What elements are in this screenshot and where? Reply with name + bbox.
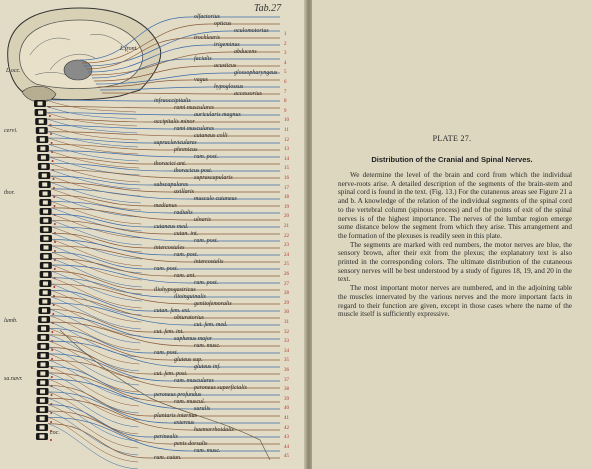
vertebral-canal — [40, 363, 45, 367]
nerve-label: perinealis — [154, 434, 178, 440]
plate-heading: Distribution of the Cranial and Spinal Nerves. — [371, 155, 533, 164]
nerve-label: ram. post. — [174, 252, 199, 258]
nerve-label: cut. fem. int. — [154, 329, 184, 335]
vertebral-canal — [43, 219, 48, 223]
vertebral-canal — [43, 246, 48, 250]
nerve-label: suprascapularis — [194, 175, 233, 181]
nerve-label: oculomotorius — [234, 28, 269, 34]
nerve-branch — [51, 290, 141, 322]
vertebral-canal — [43, 273, 48, 277]
vertebral-canal — [38, 102, 43, 106]
nerve-label: ram. post. — [154, 350, 179, 356]
nerve-label: ram. muscul. — [174, 399, 206, 405]
vertebral-canal — [43, 201, 48, 205]
region-label: cervi. — [4, 128, 18, 134]
vertebral-canal — [40, 138, 45, 142]
nerve-branch — [49, 144, 139, 161]
segment-number: 5 — [284, 70, 287, 76]
nerve-branch — [48, 424, 138, 469]
vertebral-canal — [41, 354, 46, 358]
nerve-label: cutan. int. — [174, 231, 199, 237]
nerve-label: trochlearis — [194, 35, 221, 41]
nerve-line — [46, 106, 280, 108]
nerve-label: facialis — [194, 56, 212, 62]
nerve-label: ulnaris — [194, 217, 212, 223]
vertebral-canal — [41, 156, 46, 160]
nerve-label: subscapulares — [154, 182, 189, 188]
segment-number: 7 — [284, 89, 287, 95]
nerve-label: gluteus inf. — [194, 364, 221, 370]
nerve-line — [48, 424, 280, 458]
vertebral-canal — [43, 291, 48, 295]
nerve-label: peroneus superficialis — [194, 385, 247, 391]
vertebral-canal — [43, 192, 48, 196]
vertebral-canal — [43, 228, 48, 232]
segment-number: 23 — [284, 243, 289, 249]
nerve-label: haemorrhoidalis — [194, 427, 234, 433]
paragraph: The segments are marked with red numbers, the motor nerves are blue, the sensory brown, after their exit from the plexus; the explanatory text is also printed in the corresponding colors. The ultimate distribution of the cutaneous sensory nerves will be best understood by a study of figures 18, 19, and 20 in the text. — [338, 240, 572, 284]
vertebral-canal — [39, 129, 44, 133]
segment-number: 26 — [284, 272, 289, 277]
segment-marker — [50, 133, 52, 135]
segment-number: 20 — [284, 214, 289, 220]
segment-marker — [51, 331, 53, 333]
nerve-label: hypoglossus — [214, 84, 244, 90]
plate-description — [338, 171, 572, 319]
vertebral-canal — [38, 111, 43, 115]
segment-number: 30 — [284, 310, 289, 316]
segment-number: 43 — [284, 435, 289, 441]
segment-number: 25 — [284, 262, 289, 268]
segment-marker — [51, 349, 53, 351]
segment-number: 38 — [284, 387, 289, 393]
segment-marker — [51, 358, 53, 360]
nerve-label: ram. cutan. — [154, 455, 182, 461]
plate-number: PLATE 27. — [432, 134, 472, 143]
nerve-label: opticus — [214, 21, 232, 27]
nerve-label: ram. post. — [154, 266, 179, 272]
nerve-label: cut. fem. post. — [154, 371, 188, 377]
vertebral-canal — [40, 390, 45, 394]
segment-marker — [52, 178, 54, 180]
segment-number: 31 — [284, 320, 289, 325]
vertebral-canal — [40, 408, 45, 412]
nerve-label: cutaneus colli — [194, 133, 228, 139]
region-label: coc. — [50, 430, 60, 436]
segment-marker — [50, 394, 52, 396]
nerve-branch — [48, 417, 138, 462]
segment-number: 11 — [284, 128, 289, 133]
nerve-label: supraclaviculares — [154, 140, 197, 146]
segment-number: 15 — [284, 166, 289, 172]
segment-number: 35 — [284, 358, 289, 364]
nerve-label: saphenus major — [174, 336, 213, 342]
nerve-label: rami musculares — [174, 126, 214, 132]
vertebral-canal — [42, 300, 47, 304]
vertebral-canal — [40, 381, 45, 385]
segment-number: 40 — [284, 406, 289, 412]
segment-marker — [52, 313, 54, 315]
vertebral-canal — [41, 165, 46, 169]
segment-number: 19 — [284, 204, 289, 210]
segment-number: 1 — [284, 32, 287, 37]
segment-marker — [53, 205, 55, 207]
vertebral-canal — [42, 183, 47, 187]
segment-marker — [50, 421, 52, 423]
region-label: thor. — [4, 190, 15, 196]
segment-number: 29 — [284, 300, 289, 306]
vertebral-canal — [43, 282, 48, 286]
segment-marker — [50, 439, 52, 441]
nerve-label: vagus — [194, 77, 208, 83]
nerve-label: peroneus profundus — [154, 392, 202, 398]
nerve-label: obturatorius — [174, 315, 205, 321]
nerve-label: axillaris — [174, 189, 195, 195]
segment-marker — [53, 286, 55, 288]
nerve-label: olfactorius — [194, 14, 221, 20]
segment-number: 32 — [284, 329, 289, 335]
nerve-line — [49, 151, 280, 157]
segment-number: 34 — [284, 348, 289, 354]
vertebral-canal — [40, 426, 45, 430]
nerve-label: genitofemoralis — [194, 301, 232, 307]
nerve-label: ram. ant. — [174, 273, 196, 279]
nerve-label: occipitalis minor — [154, 119, 195, 125]
vertebral-canal — [40, 417, 45, 421]
vertebral-canal — [39, 435, 44, 439]
right-page-text — [312, 0, 592, 469]
nerve-label: ram. post. — [194, 280, 219, 286]
nerve-branch — [50, 176, 140, 196]
segment-number: 28 — [284, 291, 289, 297]
nerve-label: rami musculares — [174, 105, 214, 111]
nerve-label: gluteus sup. — [174, 357, 203, 363]
vertebral-canal — [40, 147, 45, 151]
segment-number: 22 — [284, 233, 289, 239]
segment-marker — [54, 241, 56, 243]
nerve-line — [48, 132, 280, 136]
segment-marker — [54, 250, 56, 252]
nerve-label: ram. musculares — [174, 378, 214, 384]
nerve-label: accessorius — [234, 91, 262, 97]
vertebral-canal — [43, 237, 48, 241]
segment-number: 6 — [284, 80, 287, 85]
segment-marker — [49, 115, 51, 117]
vertebral-canal — [43, 255, 48, 259]
segment-number: 33 — [284, 339, 289, 345]
nerve-label: glossopharyngeus — [234, 70, 278, 76]
nerve-label: ram. post. — [194, 238, 219, 244]
nerve-line — [50, 316, 280, 339]
nerve-branch — [49, 373, 139, 413]
segment-number: 36 — [284, 368, 289, 373]
vertebral-canal — [42, 309, 47, 313]
segment-number: 24 — [284, 252, 289, 258]
nerve-label: suralis — [194, 406, 211, 412]
segment-number: 18 — [284, 195, 289, 201]
nerve-label: auricularis magnus — [194, 112, 241, 118]
region-label: L.occ. — [6, 68, 21, 74]
segment-number: 21 — [284, 224, 289, 229]
nerve-label: ilioinguinalis — [174, 294, 207, 300]
vertebral-canal — [42, 318, 47, 322]
region-label: sa.navr. — [4, 376, 23, 382]
nerve-label: phrenicus — [174, 147, 198, 153]
nerve-label: abducens — [234, 49, 257, 55]
nerve-label: medianus — [154, 203, 177, 209]
nerve-branch — [50, 163, 140, 182]
paragraph: We determine the level of the brain and cord from which the individual nerve-roots arise. A detailed description of the segments of the brain-stem and spinal cord is found in the text. (Fig. 13.) For the cutaneous areas see Figure 21 a and b. A knowledge of the relation of the individual segments of the spinal cord to the vertebral column (spinous process) and of the points of exit of the spinal nerves is of the highest importance. The nerves of the lumbar region emerge some distance below the segment from which they arise. This arrangement and the formation of the plexuses is readily seen in this plate. — [338, 171, 572, 240]
segment-number: 13 — [284, 147, 289, 153]
segment-number: 12 — [284, 137, 289, 143]
vertebral-canal — [43, 210, 48, 214]
segment-number: 17 — [284, 185, 289, 191]
segment-marker — [54, 223, 56, 225]
nerve-label: ram. musc. — [194, 448, 221, 454]
nerve-branch — [52, 259, 142, 287]
nerve-label: thoracicus post. — [174, 168, 213, 174]
nerve-label: penis dorsalis — [174, 441, 208, 447]
segment-number: 14 — [284, 156, 289, 162]
vertebral-canal — [39, 120, 44, 124]
nerve-label: intercostalis — [194, 259, 224, 265]
nerve-label: externus — [174, 420, 195, 426]
region-label: lumb. — [4, 318, 18, 324]
paragraph: The most important motor nerves are numbered, and in the adjoining table the muscles innervated by the various nerves and the more important facts in regard to their function are given, except in those cases where the name of the muscle itself is sufficiently expressive. — [338, 284, 572, 319]
nerve-label: cutaneus med. — [154, 224, 189, 230]
segment-number: 37 — [284, 377, 289, 383]
spinal-column — [34, 100, 56, 441]
nerve-line — [52, 208, 280, 220]
nerve-label: plantaris internus — [154, 413, 197, 419]
vertebral-canal — [41, 345, 46, 349]
region-label: L.front. — [120, 46, 138, 52]
segment-number: 3 — [284, 51, 287, 57]
nerve-label: iliohypogastricus — [154, 287, 196, 293]
nerve-line — [48, 125, 280, 129]
nerve-label: cutan. fem. ext. — [154, 308, 191, 314]
vertebral-canal — [42, 174, 47, 178]
segment-number: 41 — [284, 416, 289, 421]
vertebral-canal — [40, 399, 45, 403]
segment-number: 44 — [284, 444, 289, 450]
segment-number: 45 — [284, 454, 289, 460]
vertebral-canal — [41, 336, 46, 340]
segment-number: 16 — [284, 176, 289, 181]
plate-tab-label: Tab.27 — [254, 3, 282, 14]
nerve-label: ram. musc. — [194, 343, 221, 349]
segment-marker — [51, 142, 53, 144]
vertebral-canal — [40, 372, 45, 376]
vertebral-canal — [43, 264, 48, 268]
nerve-label: ram. post. — [194, 154, 219, 160]
segment-number: 27 — [284, 281, 289, 287]
nerve-label: cut. fem. med. — [194, 322, 228, 328]
segment-number: 9 — [284, 108, 287, 114]
nerve-label: acusticus — [214, 63, 237, 69]
segment-number: 39 — [284, 396, 289, 402]
segment-marker — [54, 268, 56, 270]
nerve-label: trigeminus — [214, 42, 240, 48]
segment-marker — [52, 160, 54, 162]
nerve-label: intercostales — [154, 245, 185, 251]
nerve-line — [51, 303, 280, 325]
segment-marker — [51, 376, 53, 378]
segment-number: 42 — [284, 425, 289, 431]
nerve-label: radialis — [174, 210, 193, 216]
nerve-branch — [49, 379, 139, 420]
nerve-label: musculo cutaneus — [194, 196, 237, 202]
nerve-label: thoracici ant. — [154, 161, 187, 167]
segment-number: 2 — [284, 41, 287, 47]
segment-number: 8 — [284, 99, 287, 105]
vertebral-canal — [41, 327, 46, 331]
nerve-label: infraoccipitalis — [154, 98, 191, 104]
segment-number: 4 — [284, 60, 287, 66]
segment-number: 10 — [284, 118, 289, 124]
